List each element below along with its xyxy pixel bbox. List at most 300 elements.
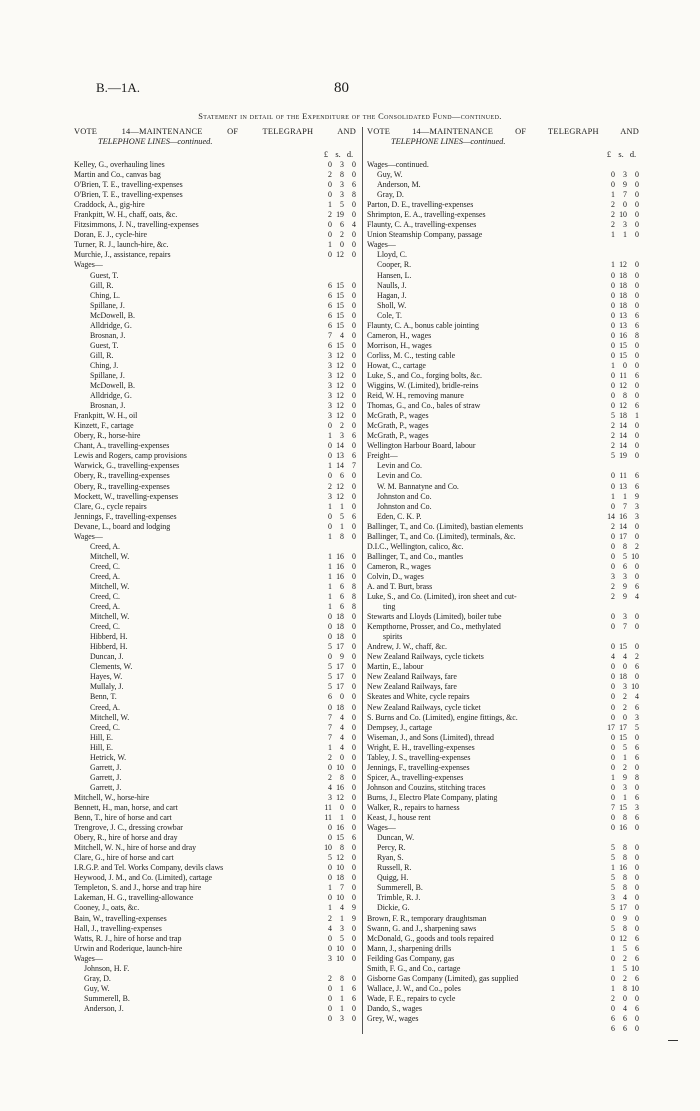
ledger-row	[74, 552, 356, 562]
pence-value: 0	[352, 290, 356, 300]
ledger-item: Duncan, J.	[90, 652, 124, 662]
shillings-value: 3	[340, 180, 344, 190]
ledger-item: Bennett, H., man, horse, and cart	[74, 803, 178, 812]
ledger-item: Kempthorne, Prosser, and Co., methylated	[367, 622, 501, 632]
pounds-value: 1	[611, 260, 615, 270]
shillings-value: 8	[340, 531, 344, 541]
ledger-row	[74, 924, 356, 934]
shillings-value: 1	[340, 521, 344, 531]
ledger-amount	[603, 843, 639, 853]
pence-value: 6	[352, 451, 356, 461]
shillings-value: 9	[623, 180, 627, 190]
shillings-value: 7	[623, 190, 627, 200]
ledger-item: Gisborne Gas Company (Limited), gas supplied	[367, 973, 519, 983]
pence-value: 1	[635, 411, 639, 421]
ledger-amount	[320, 974, 356, 984]
shillings-value: 3	[340, 1013, 344, 1023]
shillings-value: 17	[336, 642, 344, 652]
pence-value: 0	[352, 350, 356, 360]
ledger-amount	[603, 924, 639, 934]
shillings-value: 17	[619, 722, 627, 732]
shillings-value: 3	[623, 782, 627, 792]
shillings-value: 18	[619, 270, 627, 280]
shillings-value: 8	[340, 843, 344, 853]
pounds-value: 6	[328, 300, 332, 310]
ledger-item: Murchie, J., assistance, repairs	[74, 250, 171, 260]
pence-value: 3	[635, 712, 639, 722]
shillings-value: 13	[336, 451, 344, 461]
ledger-row	[367, 733, 639, 743]
pence-value: 0	[635, 180, 639, 190]
ledger-amount	[320, 170, 356, 180]
ledger-item: Johnston and Co.	[377, 491, 432, 501]
pounds-value: 0	[611, 1003, 615, 1013]
ledger-amount	[320, 1004, 356, 1014]
ledger-amount	[320, 160, 356, 170]
pounds-value: 3	[328, 391, 332, 401]
pence-value: 0	[352, 732, 356, 742]
pounds-value: 0	[328, 1003, 332, 1013]
ledger-row	[367, 642, 639, 652]
shillings-value: 17	[619, 903, 627, 913]
pence-value: 0	[635, 260, 639, 270]
pence-value: 8	[352, 602, 356, 612]
ledger-row	[74, 753, 356, 763]
ledger-item: Hibberd, H.	[90, 632, 128, 642]
ledger-item: McGrath, P., wages	[367, 411, 429, 421]
shillings-value: 3	[623, 612, 627, 622]
ledger-amount	[320, 903, 356, 913]
pence-value: 5	[635, 722, 639, 732]
shillings-value: 10	[336, 893, 344, 903]
shillings-value: 10	[336, 762, 344, 772]
pounds-value: 0	[611, 541, 615, 551]
ledger-amount	[320, 934, 356, 944]
shillings-value: 3	[340, 160, 344, 169]
shillings-value: 14	[619, 441, 627, 451]
ledger-amount	[603, 522, 639, 532]
ledger-item: Dando, S., wages	[367, 1003, 423, 1013]
pence-value: 10	[631, 963, 639, 973]
ledger-item: Mitchell, W., horse-hire	[74, 792, 150, 802]
ledger-item: Ballinger, T., and Co. (Limited), bastian elements	[367, 521, 524, 531]
ledger-row	[74, 180, 356, 190]
pence-value: 0	[352, 622, 356, 632]
pounds-value: 2	[611, 210, 615, 220]
ledger-item: Walker, R., repairs to harness	[367, 803, 460, 812]
pence-value: 0	[352, 370, 356, 380]
statement-title: Statement in detail of the Expenditure of the Consolidated Fund—continued.	[198, 112, 502, 121]
shillings-value: 16	[619, 863, 627, 873]
ledger-amount	[603, 994, 639, 1004]
pence-value: 0	[352, 883, 356, 893]
pounds-value: 0	[611, 170, 615, 180]
shillings-value: 18	[619, 672, 627, 682]
ledger-item: O'Brien, T. E., travelling-expenses	[74, 180, 183, 190]
shillings-value: 19	[336, 210, 344, 220]
shillings-value: 3	[340, 923, 344, 933]
pence-value: 0	[635, 280, 639, 290]
pounds-value: 5	[611, 843, 615, 853]
pounds-value: 0	[328, 220, 332, 230]
ledger-amount	[603, 652, 639, 662]
shillings-value: 10	[336, 863, 344, 873]
left-rows	[74, 160, 356, 1024]
shillings-value: 0	[623, 200, 627, 210]
pounds-value: 0	[611, 280, 615, 290]
pounds-value: 0	[328, 1013, 332, 1023]
ledger-amount	[603, 1024, 639, 1034]
ledger-row	[367, 672, 639, 682]
ledger-item: New Zealand Railways, cycle ticket	[367, 702, 481, 712]
ledger-item: Heywood, J. M., and Co. (Limited), cartage	[74, 873, 213, 883]
ledger-item: Spillane, J.	[90, 370, 125, 380]
pence-value: 0	[635, 290, 639, 300]
shillings-value: 15	[336, 300, 344, 310]
ledger-item: Jennings, F., travelling-expenses	[74, 511, 177, 521]
pounds-value: 1	[328, 592, 332, 602]
pence-value: 0	[352, 531, 356, 541]
ledger-amount	[320, 522, 356, 532]
ledger-row	[74, 763, 356, 773]
pounds-value: 5	[611, 923, 615, 933]
pence-value: 0	[352, 893, 356, 903]
ledger-amount	[320, 692, 356, 702]
ledger-amount	[320, 602, 356, 612]
ledger-amount	[320, 873, 356, 883]
ledger-amount	[603, 271, 639, 281]
ledger-item: ting	[383, 602, 396, 612]
ledger-row	[367, 602, 639, 612]
pounds-value: 0	[611, 742, 615, 752]
ledger-amount	[320, 713, 356, 723]
pounds-value: 0	[611, 702, 615, 712]
pence-value: 0	[635, 612, 639, 622]
pence-value: 4	[635, 592, 639, 602]
pence-value: 0	[635, 1024, 639, 1034]
pounds-value: 0	[611, 792, 615, 802]
ledger-row	[74, 502, 356, 512]
ledger-item: Chant, A., travelling-expenses	[74, 441, 170, 451]
ledger-amount	[320, 562, 356, 572]
pounds-value: 2	[611, 993, 615, 1003]
ledger-row	[74, 391, 356, 401]
pounds-value: 0	[328, 893, 332, 903]
pounds-value: 0	[328, 160, 332, 169]
pounds-value: 5	[611, 903, 615, 913]
ledger-row	[367, 210, 639, 220]
ledger-amount	[603, 441, 639, 451]
ledger-item: McDowell, B.	[90, 381, 135, 391]
ledger-row	[367, 723, 639, 733]
shillings-value: 18	[619, 411, 627, 421]
ledger-item: Parton, D. E., travelling-expenses	[367, 200, 474, 210]
ledger-item: Luke, S., and Co. (Limited), iron sheet and cut-	[367, 592, 517, 602]
shillings-value: 3	[623, 170, 627, 180]
shillings-value: 16	[619, 330, 627, 340]
pence-value: 0	[352, 722, 356, 732]
pence-value: 6	[352, 833, 356, 843]
shillings-value: 15	[336, 290, 344, 300]
shillings-value: 18	[336, 702, 344, 712]
pence-value: 0	[635, 391, 639, 401]
ledger-row	[367, 381, 639, 391]
ledger-item: Brosnan, J.	[90, 401, 126, 411]
ledger-row	[367, 240, 639, 250]
shillings-value: 12	[336, 411, 344, 421]
pence-value: 3	[635, 803, 639, 812]
ledger-item: Johnson, H. F.	[84, 963, 130, 973]
ledger-row	[367, 582, 639, 592]
pence-value: 6	[635, 943, 639, 953]
ledger-row	[74, 572, 356, 582]
pence-value: 0	[352, 240, 356, 250]
ledger-row	[367, 793, 639, 803]
pound-unit: £	[323, 150, 329, 159]
ledger-item: Kinzett, F., cartage	[74, 421, 134, 431]
ledger-row	[74, 542, 356, 552]
vote-heading: VOTE 14—MAINTENANCE OF TELEGRAPH AND	[74, 127, 356, 136]
pounds-value: 0	[611, 270, 615, 280]
ledger-amount	[603, 492, 639, 502]
shillings-value: 4	[340, 732, 344, 742]
ledger-row	[74, 773, 356, 783]
ledger-amount	[320, 622, 356, 632]
ledger-row	[74, 883, 356, 893]
pence-value: 0	[352, 421, 356, 431]
shillings-value: 12	[336, 370, 344, 380]
pounds-value: 0	[611, 180, 615, 190]
pence-value: 0	[635, 823, 639, 833]
ledger-row	[74, 682, 356, 692]
ledger-row	[367, 1004, 639, 1014]
ledger-amount	[320, 743, 356, 753]
shillings-value: 9	[623, 772, 627, 782]
ledger-amount	[320, 240, 356, 250]
ledger-row	[74, 361, 356, 371]
ledger-amount	[320, 371, 356, 381]
ledger-row	[74, 823, 356, 833]
ledger-amount	[320, 572, 356, 582]
pounds-value: 14	[607, 511, 615, 521]
ledger-amount	[320, 733, 356, 743]
ledger-amount	[603, 401, 639, 411]
ledger-amount	[603, 291, 639, 301]
ledger-item: Gray, D.	[84, 973, 111, 983]
shillings-value: 18	[336, 622, 344, 632]
ledger-item: I.R.G.P. and Tel. Works Company, devils claws	[74, 863, 224, 873]
ledger-row	[74, 813, 356, 823]
pounds-value: 1	[328, 501, 332, 511]
ledger-row	[367, 743, 639, 753]
pounds-value: 1	[328, 431, 332, 441]
ledger-row	[367, 853, 639, 863]
pence-value: 6	[352, 983, 356, 993]
ledger-amount	[603, 692, 639, 702]
shillings-value: 8	[623, 923, 627, 933]
ledger-item: Hansen, L.	[377, 270, 412, 280]
ledger-amount	[320, 391, 356, 401]
shillings-value: 9	[623, 913, 627, 923]
shillings-value: 5	[623, 943, 627, 953]
pounds-value: 0	[611, 712, 615, 722]
shilling-unit: s.	[618, 150, 624, 159]
ledger-row	[74, 692, 356, 702]
shillings-value: 14	[336, 441, 344, 451]
ledger-amount	[603, 260, 639, 270]
ledger-item: Gill, R.	[90, 350, 114, 360]
ledger-row	[367, 713, 639, 723]
shillings-value: 15	[619, 350, 627, 360]
pounds-value: 2	[611, 220, 615, 230]
pounds-value: 5	[328, 642, 332, 652]
ledger-row	[367, 984, 639, 994]
ledger-row	[74, 954, 356, 964]
ledger-amount	[320, 863, 356, 873]
ledger-row	[74, 893, 356, 903]
ledger-row	[367, 773, 639, 783]
pounds-value: 7	[328, 722, 332, 732]
ledger-item: A. and T. Burt, brass	[367, 581, 433, 591]
ledger-row	[74, 532, 356, 542]
ledger-amount	[320, 1014, 356, 1024]
shillings-value: 2	[340, 421, 344, 431]
shillings-value: 16	[336, 571, 344, 581]
pounds-value: 6	[611, 1024, 615, 1034]
ledger-amount	[603, 642, 639, 652]
shillings-value: 18	[336, 632, 344, 642]
shillings-value: 9	[623, 592, 627, 602]
pence-value: 0	[635, 1013, 639, 1023]
pence-value: 0	[352, 742, 356, 752]
ledger-item: Dickie, G.	[377, 903, 410, 913]
ledger-row	[74, 964, 356, 974]
ledger-item: Stewarts and Lloyds (Limited), boiler tube	[367, 612, 502, 622]
ledger-amount	[320, 220, 356, 230]
ledger-row	[74, 321, 356, 331]
ledger-row	[367, 401, 639, 411]
ledger-row	[74, 271, 356, 281]
ledger-item: Luke, S., and Co., forging bolts, &c.	[367, 370, 482, 380]
pounds-value: 1	[611, 983, 615, 993]
ledger-row	[74, 431, 356, 441]
ledger-row	[367, 964, 639, 974]
pence-value: 0	[352, 762, 356, 772]
ledger-item: Frankpitt, W. H., oil	[74, 411, 138, 421]
ledger-item: Clare, G., cycle repairs	[74, 501, 147, 511]
pence-value: 0	[635, 190, 639, 200]
ledger-amount	[320, 893, 356, 903]
ledger-item: Spillane, J.	[90, 300, 125, 310]
ledger-amount	[603, 190, 639, 200]
ledger-amount	[320, 592, 356, 602]
pence-value: 0	[635, 360, 639, 370]
pence-value: 0	[352, 642, 356, 652]
ledger-amount	[320, 502, 356, 512]
ledger-item: Hibberd, H.	[90, 642, 128, 652]
shillings-value: 12	[336, 491, 344, 501]
pounds-value: 5	[611, 873, 615, 883]
pounds-value: 7	[328, 732, 332, 742]
pence-value: 10	[631, 682, 639, 692]
pence-value: 0	[352, 953, 356, 963]
shillings-value: 15	[336, 280, 344, 290]
pence-value: 0	[635, 561, 639, 571]
pence-value: 0	[352, 823, 356, 833]
ledger-amount	[603, 311, 639, 321]
pounds-value: 0	[611, 370, 615, 380]
ledger-row	[74, 793, 356, 803]
pounds-value: 17	[607, 722, 615, 732]
ledger-row	[74, 642, 356, 652]
ledger-row	[367, 552, 639, 562]
pence-value: 6	[635, 401, 639, 411]
ledger-row	[367, 301, 639, 311]
pounds-value: 2	[328, 481, 332, 491]
shillings-value: 12	[619, 933, 627, 943]
shillings-value: 13	[619, 481, 627, 491]
pounds-value: 1	[328, 883, 332, 893]
ledger-row	[367, 451, 639, 461]
pence-value: 0	[352, 943, 356, 953]
ledger-item: Duncan, W.	[377, 833, 415, 843]
ledger-item: Levin and Co.	[377, 461, 422, 471]
pounds-value: 0	[611, 381, 615, 391]
ledger-item: Lakeman, H. G., travelling-allowance	[74, 893, 194, 903]
pounds-value: 0	[328, 823, 332, 833]
ledger-item: Guest, T.	[90, 270, 119, 280]
ledger-item: W. M. Bannatyne and Co.	[377, 481, 459, 491]
shillings-value: 8	[623, 541, 627, 551]
pence-value: 0	[352, 813, 356, 823]
pounds-value: 2	[328, 752, 332, 762]
pence-value: 0	[352, 280, 356, 290]
shillings-value: 12	[336, 381, 344, 391]
pounds-value: 6	[328, 310, 332, 320]
shillings-value: 0	[340, 803, 344, 812]
ledger-item: Warwick, G., travelling-expenses	[74, 461, 180, 471]
ledger-row	[367, 763, 639, 773]
shillings-value: 4	[623, 893, 627, 903]
pence-value: 0	[352, 310, 356, 320]
ledger-row	[367, 662, 639, 672]
ledger-item: Wages—continued.	[367, 160, 429, 169]
shillings-value: 16	[336, 561, 344, 571]
pence-value: 2	[635, 541, 639, 551]
ledger-row	[74, 944, 356, 954]
ledger-row	[367, 1014, 639, 1024]
ledger-row	[367, 863, 639, 873]
ledger-item: McGrath, P., wages	[367, 421, 429, 431]
shillings-value: 9	[340, 652, 344, 662]
shillings-value: 2	[623, 762, 627, 772]
vote-subheading: TELEPHONE LINES—continued.	[98, 137, 213, 146]
shillings-value: 6	[340, 581, 344, 591]
pence-unit: d.	[629, 150, 637, 159]
pounds-value: 0	[611, 330, 615, 340]
ledger-item: Benn, T., hire of horse and cart	[74, 813, 172, 823]
ledger-item: Doran, E. J., cycle-hire	[74, 230, 147, 240]
ledger-item: Creed, C.	[90, 722, 121, 732]
shillings-value: 18	[619, 280, 627, 290]
ledger-item: Wright, E. H., travelling-expenses	[367, 742, 475, 752]
shillings-value: 2	[623, 953, 627, 963]
ledger-amount	[603, 713, 639, 723]
ledger-item: Devane, L., board and lodging	[74, 521, 171, 531]
ledger-row	[74, 934, 356, 944]
ledger-item: Brown, F. R., temporary draughtsman	[367, 913, 487, 923]
shillings-value: 6	[340, 592, 344, 602]
